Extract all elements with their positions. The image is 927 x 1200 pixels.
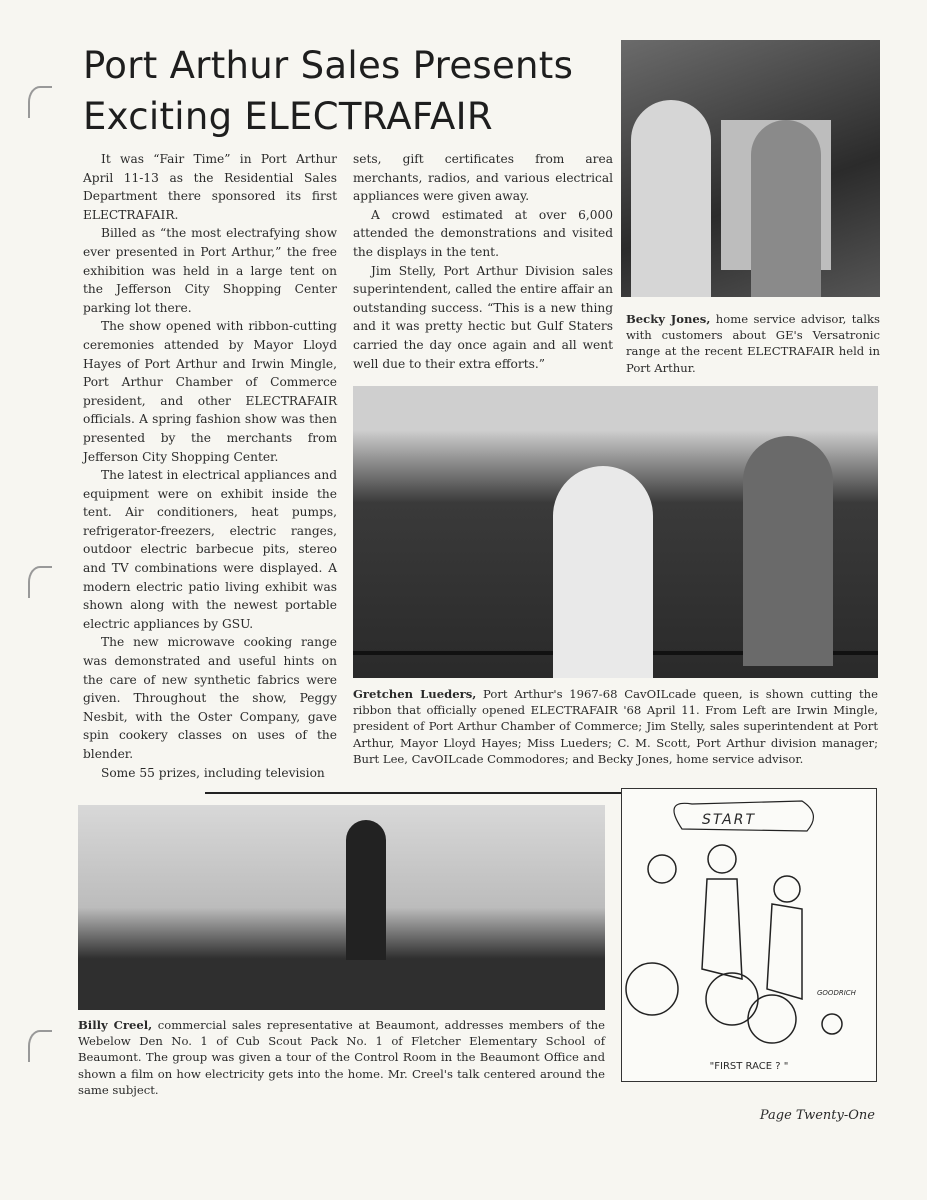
caption-text: Port Arthur's 1967-68 CavOILcade queen, is shown cutting the ribbon that officially opened ELECTRAFAIR '68 April 11. From Left are Irwin Mingle, president of Port Arthur Chamber of Commerce; Jim Stelly, sales superintendent at Port Arthur, Mayor Lloyd Hayes; Miss Lueders; C. M. Scott, Port Arthur division manager; Burt Lee, CavOILcade Commodores; and Becky Jones, home service advisor.	[353, 687, 878, 766]
title-line-2: Exciting ELECTRAFAIR	[83, 95, 493, 138]
paragraph: Some 55 prizes, including television	[101, 765, 325, 780]
cartoon-drawing	[622, 789, 876, 1081]
title-line-1: Port Arthur Sales Presents	[83, 44, 574, 87]
article-column-1	[83, 150, 337, 782]
caption-ribbon-cutting	[353, 686, 878, 767]
caption-name: Billy Creel,	[78, 1018, 153, 1032]
punch-hole-mark	[28, 86, 52, 118]
cartoon-banner-text: START	[702, 812, 757, 828]
paragraph: The new microwave cooking range was demonstrated and useful hints on the care of new synthetic fabrics were given. Throughout the show, Peggy Nesbit, with the Oster Company, gave spin cookery classes on uses of the blender.	[83, 635, 337, 761]
paragraph: sets, gift certificates from area merchants, radios, and various electrical appliances were given away.	[353, 152, 613, 204]
punch-hole-mark	[28, 566, 52, 598]
paragraph: A crowd estimated at over 6,000 attended the demonstrations and visited the displays in the tent.	[353, 207, 613, 259]
cartoon-caption: "FIRST RACE ? "	[709, 1061, 789, 1072]
caption-text: commercial sales representative at Beaumont, addresses members of the Webelow Den No. 1 of Cub Scout Pack No. 1 of Fletcher Elementary School of Beaumont. The group was given a tour of the Control Room in the Beaumont Office and shown a film on how electricity gets into the home. Mr. Creel's talk centered around the same subject.	[78, 1018, 605, 1097]
caption-name: Gretchen Lueders,	[353, 687, 477, 701]
caption-becky-jones	[626, 311, 880, 376]
paragraph: Jim Stelly, Port Arthur Division sales superintendent, called the entire affair an outstanding success. “This is a new thing and it was pretty hectic but Gulf Staters carried the day once again and all went well due to their extra efforts.”	[353, 263, 613, 371]
punch-hole-mark	[28, 1030, 52, 1062]
photo-ribbon-cutting	[353, 386, 878, 678]
caption-text: home service advisor, talks with customers about GE's Versatronic range at the recent ELECTRAFAIR held in Port Arthur.	[626, 312, 880, 375]
photo-billy-creel	[78, 805, 605, 1010]
cartoon-first-race	[621, 788, 877, 1082]
caption-billy-creel	[78, 1017, 605, 1098]
paragraph: The show opened with ribbon-cutting ceremonies attended by Mayor Lloyd Hayes of Port Arthur and Irwin Mingle, Port Arthur Chamber of Commerce president, and other ELECTRAFAIR officials. A spring fashion show was then presented by the merchants from Jefferson City Shopping Center.	[83, 319, 337, 464]
paragraph: It was “Fair Time” in Port Arthur April 11-13 as the Residential Sales Department there sponsored its first ELECTRAFAIR.	[83, 152, 337, 222]
page-number: Page Twenty-One	[759, 1108, 875, 1123]
paragraph: The latest in electrical appliances and equipment were on exhibit inside the tent. Air conditioners, heat pumps, refrigerator-freezers, electric ranges, outdoor electric barbecue pits, stereo and TV combinations were displayed. A modern electric patio living exhibit was shown along with the newest portable electric appliances by GSU.	[83, 468, 337, 631]
photo-becky-jones	[621, 40, 880, 297]
cartoon-signature: GOODRICH	[817, 989, 856, 997]
article-column-2	[353, 150, 613, 373]
article-title	[83, 40, 603, 142]
caption-name: Becky Jones,	[626, 312, 711, 326]
paragraph: Billed as “the most electrafying show ever presented in Port Arthur,” the free exhibition was held in a large tent on the Jefferson City Shopping Center parking lot there.	[83, 226, 337, 315]
